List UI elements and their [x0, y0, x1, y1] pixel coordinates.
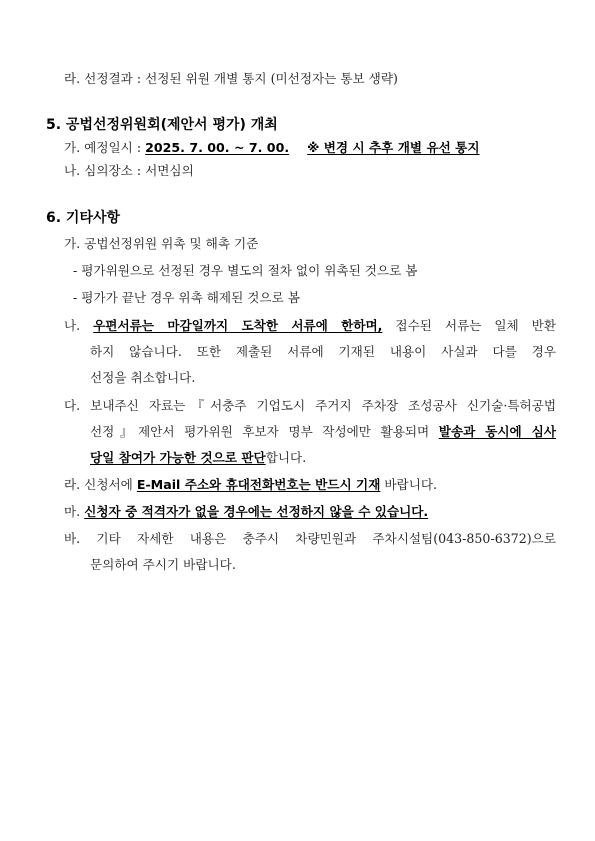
section6-item-ra	[64, 477, 437, 493]
section6-ga-bullet-2: - 평가가 끝난 경우 위촉 해제된 것으로 봄	[73, 290, 300, 305]
section6-item-ga: 가. 공법선정위원 위촉 및 해촉 기준	[64, 236, 259, 251]
na-rest-text: 접수된 서류는 일체 반환	[382, 318, 556, 333]
da-plain-text: 선정』제안서 평가위원 후보자 명부 작성에만 활용되며	[90, 424, 439, 439]
schedule-date: 2025. 7. 00. ~ 7. 00.	[145, 140, 290, 155]
section6-ga-bullet-1: - 평가위원으로 선정된 경우 별도의 절차 없이 위촉된 것으로 봄	[73, 263, 418, 278]
section6-item-na-line3: 선정을 취소합니다.	[90, 370, 196, 385]
da-bold-text-1: 발송과 동시에 심사	[438, 424, 556, 439]
ra-prefix-text: 라. 신청서에	[64, 477, 137, 492]
ra-bold-text: E-Mail 주소와 휴대전화번호는 반드시 기재	[136, 477, 381, 492]
section6-item-na-line2: 하지 않습니다. 또한 제출된 서류에 기재된 내용이 사실과 다를 경우	[90, 344, 556, 359]
ma-marker: 마.	[64, 504, 85, 519]
section6-item-da-line1: 다. 보내주신 자료는『서충주 기업도시 주거지 주차장 조성공사 신기술·특허공법	[64, 398, 556, 413]
schedule-note: ※ 변경 시 추후 개별 유선 통지	[307, 140, 480, 155]
ra-suffix-text: 바랍니다.	[380, 477, 438, 492]
section4-item-ra: 라. 선정결과 : 선정된 위원 개별 통지 (미선정자는 통보 생략)	[64, 71, 398, 86]
na-bold-text: 우편서류는 마감일까지 도착한 서류에 한하며,	[93, 318, 383, 333]
section6-item-na-line1	[64, 318, 556, 334]
da-suffix-text: 합니다.	[265, 450, 307, 465]
section5-heading: 5. 공법선정위원회(제안서 평가) 개최	[46, 117, 278, 133]
section6-heading: 6. 기타사항	[46, 210, 121, 226]
na-marker: 나.	[64, 318, 94, 333]
da-bold-text-2: 당일 참여가 가능한 것으로 판단	[90, 450, 266, 465]
ma-bold-text: 신청자 중 적격자가 없을 경우에는 선정하지 않을 수 있습니다.	[84, 504, 429, 519]
section6-item-da-line2	[90, 424, 556, 440]
section6-item-ba-line1: 바. 기타 자세한 내용은 충주시 차량민원과 주차시설팀(043-850-6372)으로	[64, 531, 556, 546]
section6-item-da-line3	[90, 450, 306, 466]
section5-item-ga	[64, 140, 480, 156]
section6-item-ma	[64, 504, 428, 520]
schedule-label: 가. 예정일시 :	[64, 140, 146, 155]
section5-item-na: 나. 심의장소 : 서면심의	[64, 163, 194, 178]
section6-item-ba-line2: 문의하여 주시기 바랍니다.	[90, 557, 236, 572]
